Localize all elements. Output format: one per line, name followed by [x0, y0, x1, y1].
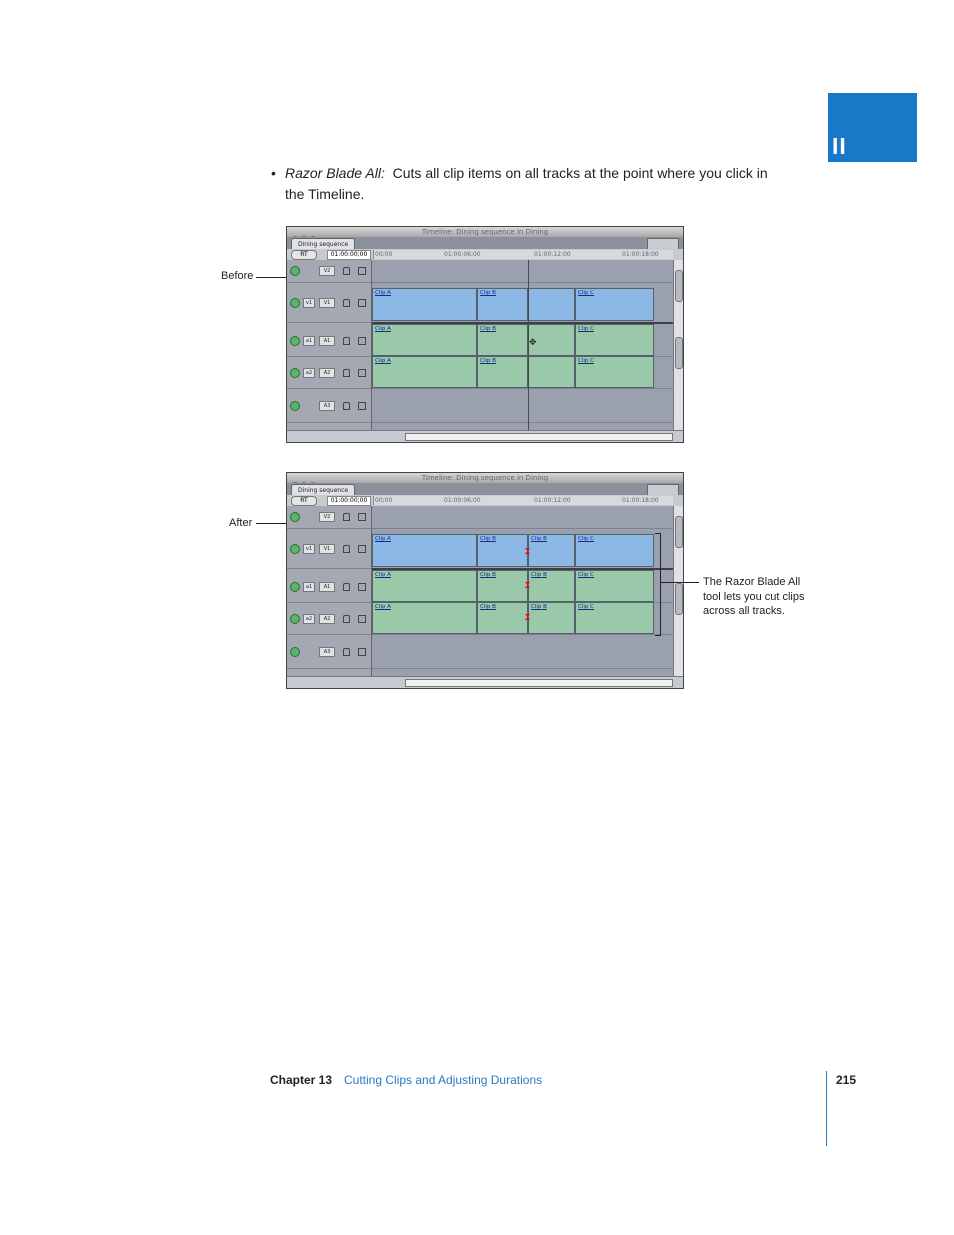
source-v1[interactable]: v1 — [303, 298, 315, 308]
callout-razor-line — [661, 582, 699, 583]
clip-b[interactable] — [477, 570, 528, 602]
clip-label: Clip A — [375, 572, 391, 578]
track-v2 — [372, 506, 673, 529]
track-header-a2 — [287, 356, 371, 389]
speaker-icon[interactable] — [290, 368, 300, 378]
sync-icon[interactable] — [358, 513, 366, 521]
callout-razor — [703, 575, 805, 619]
ruler-label: 01:00:12;00 — [534, 251, 571, 258]
clip-b-split[interactable] — [528, 602, 575, 634]
ruler-label: 01:00:18;00 — [622, 251, 659, 258]
bullet-dot: • — [271, 165, 276, 181]
track-visibility-icon[interactable] — [290, 512, 300, 522]
clip-b[interactable] — [477, 288, 528, 321]
time-ruler[interactable] — [373, 250, 673, 259]
clip-c[interactable] — [575, 288, 654, 321]
source-a2[interactable]: a2 — [303, 368, 315, 378]
source-a1[interactable]: a1 — [303, 582, 315, 592]
source-a2[interactable]: a2 — [303, 614, 315, 624]
clip-label: Clip A — [375, 290, 391, 296]
time-ruler[interactable] — [373, 496, 673, 505]
sync-icon[interactable] — [358, 545, 366, 553]
callout-razor-line2: tool lets you cut clips — [703, 590, 805, 603]
clip-label: Clip B — [531, 604, 547, 610]
clip-label: Clip B — [480, 604, 496, 610]
source-a1[interactable]: a1 — [303, 336, 315, 346]
track-label-v1[interactable]: V1 — [319, 544, 335, 554]
track-visibility-icon[interactable] — [290, 298, 300, 308]
sync-icon[interactable] — [358, 267, 366, 275]
track-a1 — [372, 570, 673, 603]
lock-icon[interactable] — [343, 402, 350, 410]
track-a2 — [372, 602, 673, 635]
sync-icon[interactable] — [358, 648, 366, 656]
track-v2 — [372, 260, 673, 283]
clip-b[interactable] — [477, 324, 528, 356]
track-v1 — [372, 528, 673, 569]
clip-label: Clip A — [375, 358, 391, 364]
lock-icon[interactable] — [343, 513, 350, 521]
lock-icon[interactable] — [343, 545, 350, 553]
timeline-before — [286, 226, 684, 443]
timecode-field[interactable]: 01:00:00;00 — [327, 250, 371, 260]
clip-a[interactable] — [372, 288, 477, 321]
track-label-v2[interactable]: V2 — [319, 512, 335, 522]
clip-label: Clip C — [578, 536, 594, 542]
page-number: 215 — [836, 1073, 857, 1087]
sync-icon[interactable] — [358, 369, 366, 377]
track-a3 — [372, 388, 673, 423]
razor-cursor-icon: ✥ — [529, 338, 537, 348]
clip-label: Clip B — [480, 358, 496, 364]
callout-after: After — [229, 517, 253, 529]
speaker-icon[interactable] — [290, 614, 300, 624]
speaker-icon[interactable] — [290, 582, 300, 592]
clip-b-split[interactable] — [528, 534, 575, 567]
clip-c[interactable] — [575, 324, 654, 356]
clip-a[interactable] — [372, 602, 477, 634]
ruler-label: 00;00 — [375, 497, 393, 504]
track-header-a3 — [287, 634, 371, 669]
scroll-thumb[interactable] — [675, 583, 683, 615]
clip-label: Clip A — [375, 604, 391, 610]
lock-icon[interactable] — [343, 648, 350, 656]
horizontal-scrollbar[interactable] — [405, 433, 673, 441]
clip-b[interactable] — [477, 602, 528, 634]
clip-label: Clip B — [480, 572, 496, 578]
ruler-label: 01:00:06;00 — [444, 251, 481, 258]
track-v1 — [372, 282, 673, 323]
clip-b-tail[interactable] — [528, 356, 575, 388]
track-label-a2[interactable]: A2 — [319, 614, 335, 624]
track-header-a1 — [287, 570, 371, 603]
track-a2 — [372, 356, 673, 389]
clip-c[interactable] — [575, 570, 654, 602]
track-header-a1 — [287, 324, 371, 357]
sync-icon[interactable] — [358, 583, 366, 591]
bullet-text: Cuts all clip items on all tracks at the point where you click in the Timeline. — [285, 165, 768, 202]
rt-button[interactable]: RT — [291, 250, 317, 260]
track-label-a3[interactable]: A3 — [319, 401, 335, 411]
track-label-a1[interactable]: A1 — [319, 336, 335, 346]
clip-a[interactable] — [372, 324, 477, 356]
speaker-icon[interactable] — [290, 336, 300, 346]
clip-label: Clip C — [578, 572, 594, 578]
speaker-icon[interactable] — [290, 401, 300, 411]
lock-icon[interactable] — [343, 615, 350, 623]
horizontal-scrollbar[interactable] — [405, 679, 673, 687]
clip-b[interactable] — [477, 356, 528, 388]
track-header — [287, 506, 372, 676]
clip-label: Clip C — [578, 290, 594, 296]
scroll-thumb[interactable] — [675, 270, 683, 302]
track-header — [287, 260, 372, 430]
clip-label: Clip B — [480, 290, 496, 296]
track-header-a2 — [287, 602, 371, 635]
speaker-icon[interactable] — [290, 647, 300, 657]
track-header-v1 — [287, 282, 371, 323]
tracks-area[interactable] — [372, 260, 673, 430]
lock-icon[interactable] — [343, 369, 350, 377]
vertical-scrollbar[interactable] — [673, 260, 683, 430]
track-label-v1[interactable]: V1 — [319, 298, 335, 308]
lock-icon[interactable] — [343, 337, 350, 345]
source-v1[interactable]: v1 — [303, 544, 315, 554]
timeline-after — [286, 472, 684, 689]
clip-a[interactable] — [372, 570, 477, 602]
clip-label: Clip B — [531, 572, 547, 578]
tracks-area[interactable] — [372, 506, 673, 676]
callout-razor-line3: across all tracks. — [703, 605, 785, 617]
track-visibility-icon[interactable] — [290, 544, 300, 554]
part-tab-label: II — [832, 133, 847, 159]
clip-label: Clip B — [531, 536, 547, 542]
part-tab — [828, 93, 917, 162]
clip-label: Clip C — [578, 326, 594, 332]
rt-button[interactable]: RT — [291, 496, 317, 506]
footer-chapter: Chapter 13 — [270, 1073, 333, 1087]
footer-chapter-title: Cutting Clips and Adjusting Durations — [344, 1073, 543, 1087]
track-label-v2[interactable]: V2 — [319, 266, 335, 276]
bullet-item — [271, 163, 781, 205]
sync-icon[interactable] — [358, 615, 366, 623]
track-a3 — [372, 634, 673, 669]
clip-label: Clip A — [375, 536, 391, 542]
clip-label: Clip C — [578, 604, 594, 610]
vertical-scrollbar[interactable] — [673, 506, 683, 676]
bottom-bar — [287, 430, 683, 442]
sync-icon[interactable] — [358, 337, 366, 345]
tab-bar — [287, 237, 683, 249]
tracks-bracket — [655, 533, 661, 636]
track-visibility-icon[interactable] — [290, 266, 300, 276]
window-title: Timeline: Dining sequence in Dining — [421, 474, 549, 482]
scroll-thumb[interactable] — [675, 337, 683, 369]
clip-b[interactable] — [477, 534, 528, 567]
tab-bar — [287, 483, 683, 495]
callout-before-line — [256, 277, 287, 278]
track-label-a1[interactable]: A1 — [319, 582, 335, 592]
clip-c[interactable] — [575, 602, 654, 634]
track-header-v2 — [287, 260, 371, 283]
bottom-bar — [287, 676, 683, 688]
tab-dining-sequence[interactable]: Dining sequence — [291, 238, 355, 250]
clip-c[interactable] — [575, 356, 654, 388]
clip-b-split[interactable] — [528, 570, 575, 602]
lock-icon[interactable] — [343, 299, 350, 307]
track-header-v1 — [287, 528, 371, 569]
callout-before: Before — [221, 270, 254, 282]
clip-label: Clip B — [480, 536, 496, 542]
sync-icon[interactable] — [358, 299, 366, 307]
bullet-term: Razor Blade All: — [285, 165, 385, 181]
clip-b-tail[interactable] — [528, 288, 575, 321]
callout-razor-line1: The Razor Blade All — [703, 576, 801, 588]
footer-divider — [826, 1071, 827, 1146]
callout-after-line — [256, 523, 287, 524]
clip-c[interactable] — [575, 534, 654, 567]
window-title: Timeline: Dining sequence in Dining — [421, 228, 549, 236]
clip-label: Clip C — [578, 358, 594, 364]
tab-dining-sequence[interactable]: Dining sequence — [291, 484, 355, 496]
ruler-label: 01:00:18;00 — [622, 497, 659, 504]
clip-label: Clip A — [375, 326, 391, 332]
clip-label: Clip B — [480, 326, 496, 332]
clip-a[interactable] — [372, 534, 477, 567]
track-header-a3 — [287, 388, 371, 423]
lock-icon[interactable] — [343, 267, 350, 275]
sync-icon[interactable] — [358, 402, 366, 410]
ruler-label: 01:00:06;00 — [444, 497, 481, 504]
track-a1 — [372, 324, 673, 357]
track-header-v2 — [287, 506, 371, 529]
ruler-label: 01:00:12;00 — [534, 497, 571, 504]
track-label-a3[interactable]: A3 — [319, 647, 335, 657]
track-label-a2[interactable]: A2 — [319, 368, 335, 378]
ruler-label: 00;00 — [375, 251, 393, 258]
clip-a[interactable] — [372, 356, 477, 388]
timecode-field[interactable]: 01:00:00;00 — [327, 496, 371, 506]
scroll-thumb[interactable] — [675, 516, 683, 548]
lock-icon[interactable] — [343, 583, 350, 591]
